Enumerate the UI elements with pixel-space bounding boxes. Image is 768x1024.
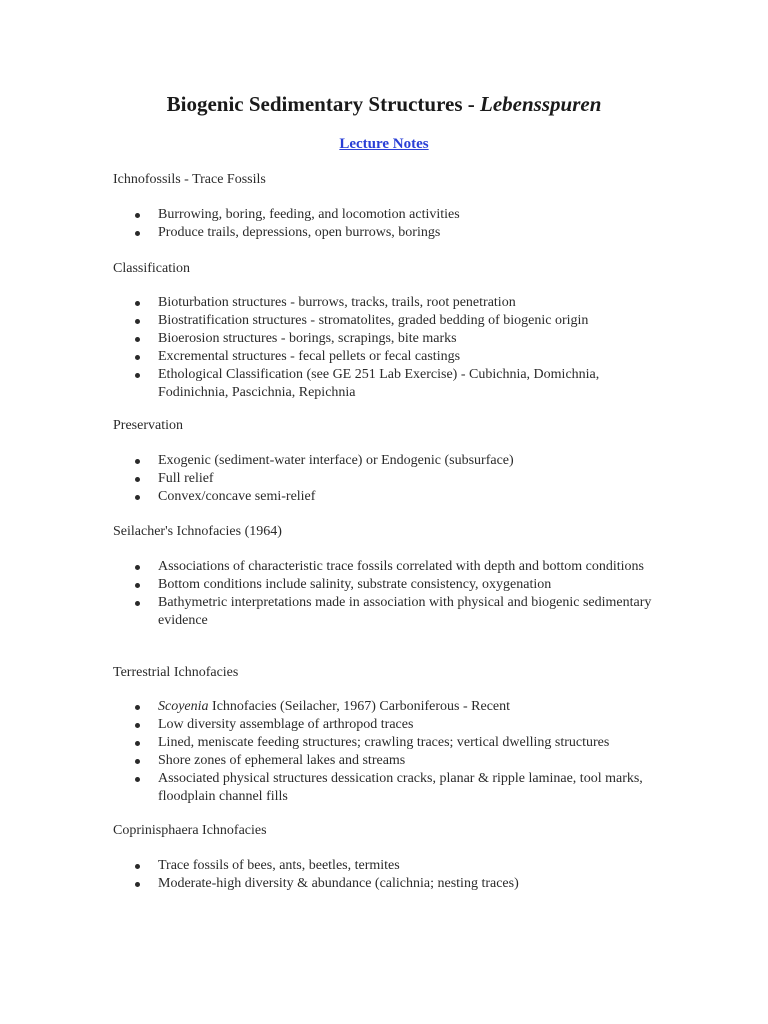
list-item-text: Exogenic (sediment-water interface) or Endogenic (subsurface) [158,453,514,468]
list-item-text: Full relief [158,471,214,486]
list-item [113,488,673,506]
bullet-icon [135,759,140,764]
title-italic-text: Lebensspuren [480,92,602,116]
section-heading-preservation: Preservation [113,418,183,433]
section-heading-coprinisphaera: Coprinisphaera Ichnofacies [113,823,267,838]
list-item [113,294,673,312]
list-item [113,857,673,875]
list-item-text: Low diversity assemblage of arthropod traces [158,717,414,732]
list-seilacher [113,558,673,630]
list-item-text: Excremental structures - fecal pellets or fecal castings [158,349,461,364]
bullet-icon [135,741,140,746]
list-item-italic-text: Scoyenia [158,699,209,714]
bullet-icon [135,777,140,782]
bullet-icon [135,495,140,500]
list-item [113,224,673,242]
list-item-text: Trace fossils of bees, ants, beetles, termites [158,858,400,873]
bullet-icon [135,723,140,728]
list-item-text: Bathymetric interpretations made in association with physical and biogenic sedimentary evidence [158,595,652,628]
bullet-icon [135,337,140,342]
bullet-icon [135,231,140,236]
title-text: Biogenic Sedimentary Structures - [166,92,481,116]
section-heading-classification: Classification [113,261,190,276]
list-item-text: Associations of characteristic trace fossils correlated with depth and bottom conditions [158,559,644,574]
list-item-text: Bioturbation structures - burrows, tracks, trails, root penetration [158,295,516,310]
list-item-text: Biostratification structures - stromatolites, graded bedding of biogenic origin [158,313,589,328]
list-item [113,330,673,348]
list-item [113,576,673,594]
lecture-notes-link[interactable]: Lecture Notes [339,136,429,152]
bullet-icon [135,864,140,869]
list-item-text: Bioerosion structures - borings, scrapings, bite marks [158,331,457,346]
bullet-icon [135,355,140,360]
list-item-text: Bottom conditions include salinity, substrate consistency, oxygenation [158,577,552,592]
bullet-icon [135,373,140,378]
section-heading-terrestrial: Terrestrial Ichnofacies [113,665,239,680]
list-item-text: Associated physical structures dessication cracks, planar & ripple laminae, tool marks, floodplain channel fills [158,771,643,804]
bullet-icon [135,583,140,588]
list-item [113,452,673,470]
list-item-text: Shore zones of ephemeral lakes and streams [158,753,406,768]
bullet-icon [135,301,140,306]
list-item [113,875,673,893]
list-item-text: Ethological Classification (see GE 251 Lab Exercise) - Cubichnia, Domichnia, Fodinichnia, Pascichnia, Repichnia [158,367,600,400]
section-heading-seilacher: Seilacher's Ichnofacies (1964) [113,524,282,539]
list-item-text: Burrowing, boring, feeding, and locomotion activities [158,207,460,222]
list-item-text: Produce trails, depressions, open burrows, borings [158,225,441,240]
list-classification [113,294,673,402]
bullet-icon [135,705,140,710]
list-trace-fossils [113,206,673,242]
list-coprinisphaera [113,857,673,893]
list-item-text: Convex/concave semi-relief [158,489,316,504]
list-item [113,558,673,576]
list-item [113,206,673,224]
list-terrestrial [113,698,673,806]
bullet-icon [135,601,140,606]
page-title [0,91,768,117]
bullet-icon [135,459,140,464]
list-item [113,716,673,734]
section-heading-trace-fossils: Ichnofossils - Trace Fossils [113,172,266,187]
list-item [113,752,673,770]
list-item [113,734,673,752]
list-preservation [113,452,673,506]
bullet-icon [135,882,140,887]
list-item [113,470,673,488]
bullet-icon [135,477,140,482]
list-item-text: Lined, meniscate feeding structures; crawling traces; vertical dwelling structures [158,735,610,750]
list-item [113,594,673,630]
list-item [113,366,673,402]
list-item [113,770,673,806]
list-item-text: Ichnofacies (Seilacher, 1967) Carboniferous - Recent [208,699,511,714]
bullet-icon [135,319,140,324]
list-item-text: Moderate-high diversity & abundance (calichnia; nesting traces) [158,876,519,891]
bullet-icon [135,213,140,218]
list-item [113,698,673,716]
list-item [113,348,673,366]
bullet-icon [135,565,140,570]
list-item [113,312,673,330]
lecture-notes-link-container [0,134,768,154]
